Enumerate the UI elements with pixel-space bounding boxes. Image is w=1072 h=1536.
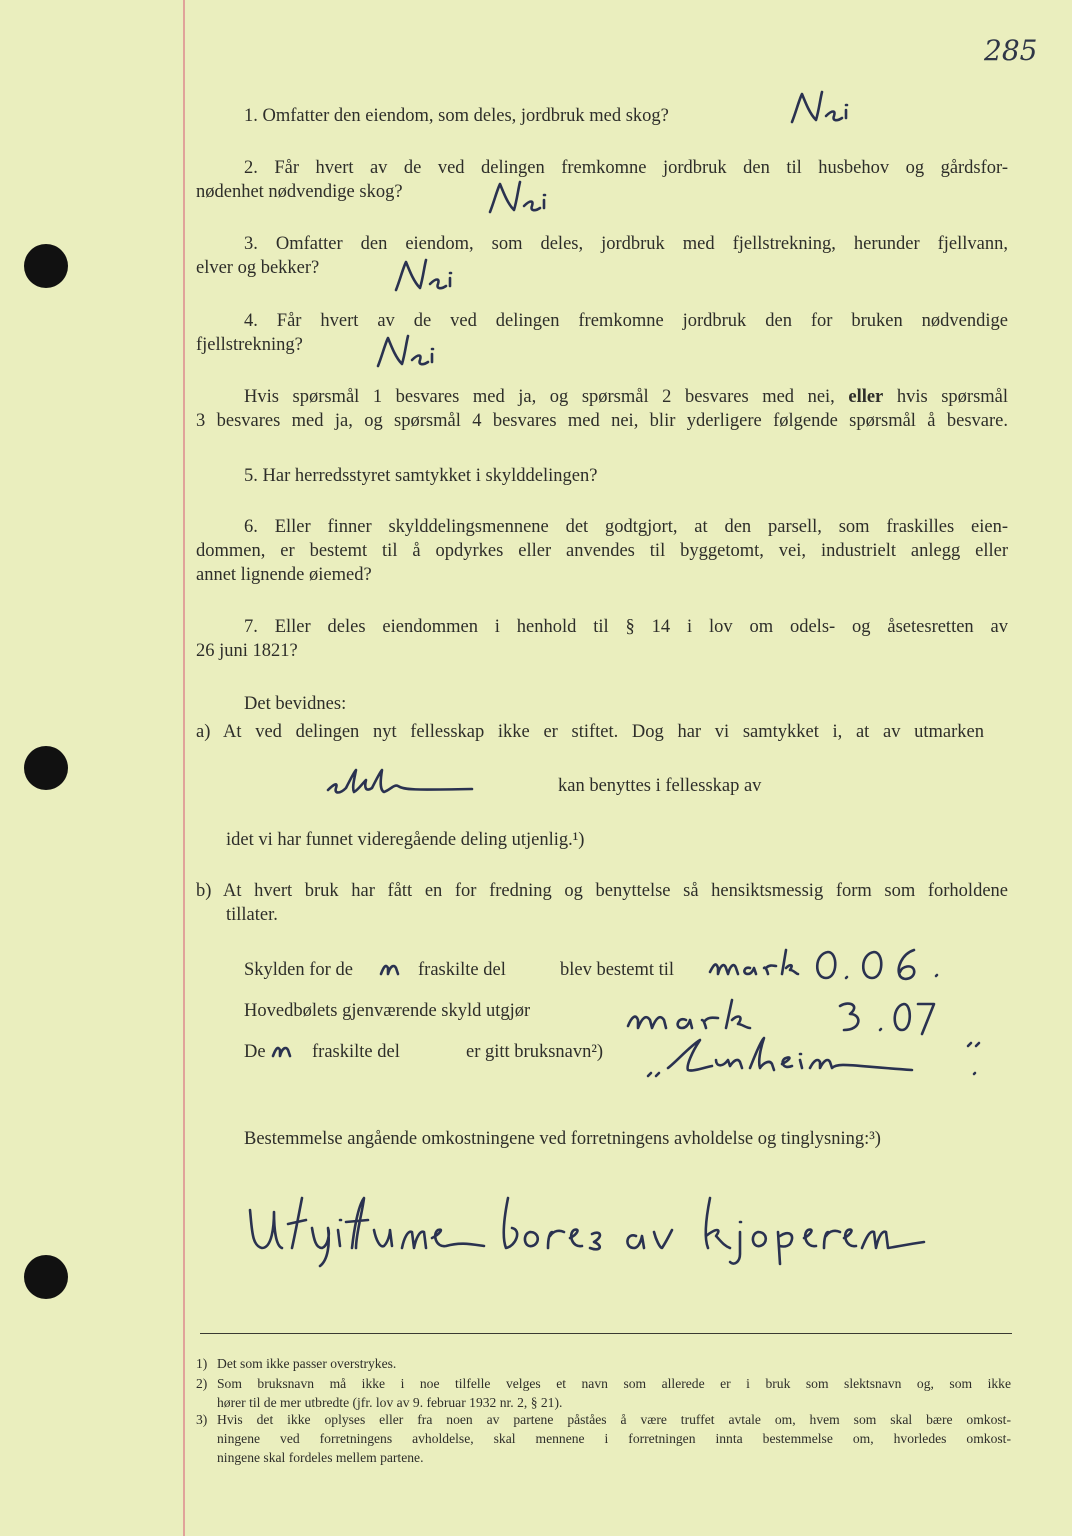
assessment-row-3-label-3: er gitt bruksnavn²) [466,1042,604,1062]
handwritten-answer-4 [372,330,454,372]
handwritten-answer-2 [484,176,566,218]
assessment-row-3-label: De [244,1042,266,1062]
costs-label: Bestemmelse angående omkostningene ved forretningens avholdelse og tinglysning:³) [244,1129,881,1149]
question-2-line-1: 2. Får hvert av de ved delingen fremkomne jordbruk den til husbehov og gårdsfor- [244,158,1008,178]
conditional-line-2: 3 besvares med ja, og spørsmål 4 besvares med nei, blir yderligere følgende spørsmål å besvare. [196,411,1008,431]
question-5: 5. Har herredsstyret samtykket i skylddelingen? [244,466,598,486]
handwritten-ikke [324,762,476,802]
certification-a-line-3: idet vi har funnet videregående deling utjenlig.¹) [226,830,585,850]
handwritten-bruksnavn [642,1032,982,1082]
question-3-line-1: 3. Omfatter den eiendom, som deles, jordbruk med fjellstrekning, herunder fjellvann, [244,234,1008,254]
footnote-2: 2) Som bruksnavn må ikke i noe tilfelle velges et navn som allerede er i bruk som slektsnavn og, som ikke hører til de mer utbredte (jfr. lov av 9. februar 1932 nr. 2, § 21). [196,1376,1011,1410]
question-3-line-2: elver og bekker? [196,258,320,278]
question-1: 1. Omfatter den eiendom, som deles, jordbruk med skog? [244,106,669,126]
punch-hole [24,746,68,790]
certification-heading: Det bevidnes: [244,694,347,714]
punch-hole [24,1255,68,1299]
assessment-row-3-label-2: fraskilte del [312,1042,400,1062]
handwritten-costs [240,1190,930,1270]
handwritten-answer-3 [390,254,472,296]
punch-hole [24,244,68,288]
assessment-row-2-label: Hovedbølets gjenværende skyld utgjør [244,1001,531,1021]
handwritten-mark-0-06 [706,944,950,988]
handwritten-answer-1 [786,86,868,128]
footnote-1: 1) Det som ikke passer overstrykes. [196,1356,397,1371]
conditional-line-1: Hvis spørsmål 1 besvares med ja, og spørsmål 2 besvares med nei, eller hvis spørsmål [244,387,1009,407]
question-4-line-1: 4. Får hvert av de ved delingen fremkomne jordbruk den for bruken nødvendige [244,311,1008,331]
question-6-line-2: dommen, er bestemt til å opdyrkes eller anvendes til byggetomt, vei, industrielt anlegg eller [196,541,1008,561]
certification-b-line-1: b) At hvert bruk har fått en for fredning og benyttelse så hensiktsmessig form som forholdene [196,881,1008,901]
margin-rule [183,0,185,1536]
question-7-line-1: 7. Eller deles eiendommen i henhold til § 14 i lov om odels- og åsetesretten av [244,617,1008,637]
assessment-row-1-label-2: fraskilte del [418,960,506,980]
page-number: 285 [984,34,1038,67]
footnote-rule [200,1333,1012,1334]
handwritten-suffix-n [270,1038,298,1060]
question-6-line-3: annet lignende øiemed? [196,565,372,585]
question-7-line-2: 26 juni 1821? [196,641,298,661]
certification-a-line-2: kan benyttes i fellesskap av [558,776,762,796]
assessment-row-1-label: Skylden for de [244,960,353,980]
question-2-line-2: nødenhet nødvendige skog? [196,182,403,202]
certification-a-line-1: a) At ved delingen nyt fellesskap ikke er stiftet. Dog har vi samtykket i, at av utmarken [196,722,984,742]
question-4-line-2: fjellstrekning? [196,335,303,355]
footnote-3: 3) Hvis det ikke oplyses eller fra noen av partene påståes å være truffet avtale om, hvem som skal bære omkost- ningene ved forretningens avholdelse, skal mennene i forretningen innta bestemmelse om, hvorledes omkost- ningene skal fordeles mellem partene. [196,1412,1011,1465]
certification-b-line-2: tillater. [226,905,278,925]
assessment-row-1-label-3: blev bestemt til [560,960,675,980]
handwritten-suffix-n [378,956,406,978]
question-6-line-1: 6. Eller finner skylddelingsmennene det godtgjort, at den parsell, som fraskilles eien- [244,517,1008,537]
